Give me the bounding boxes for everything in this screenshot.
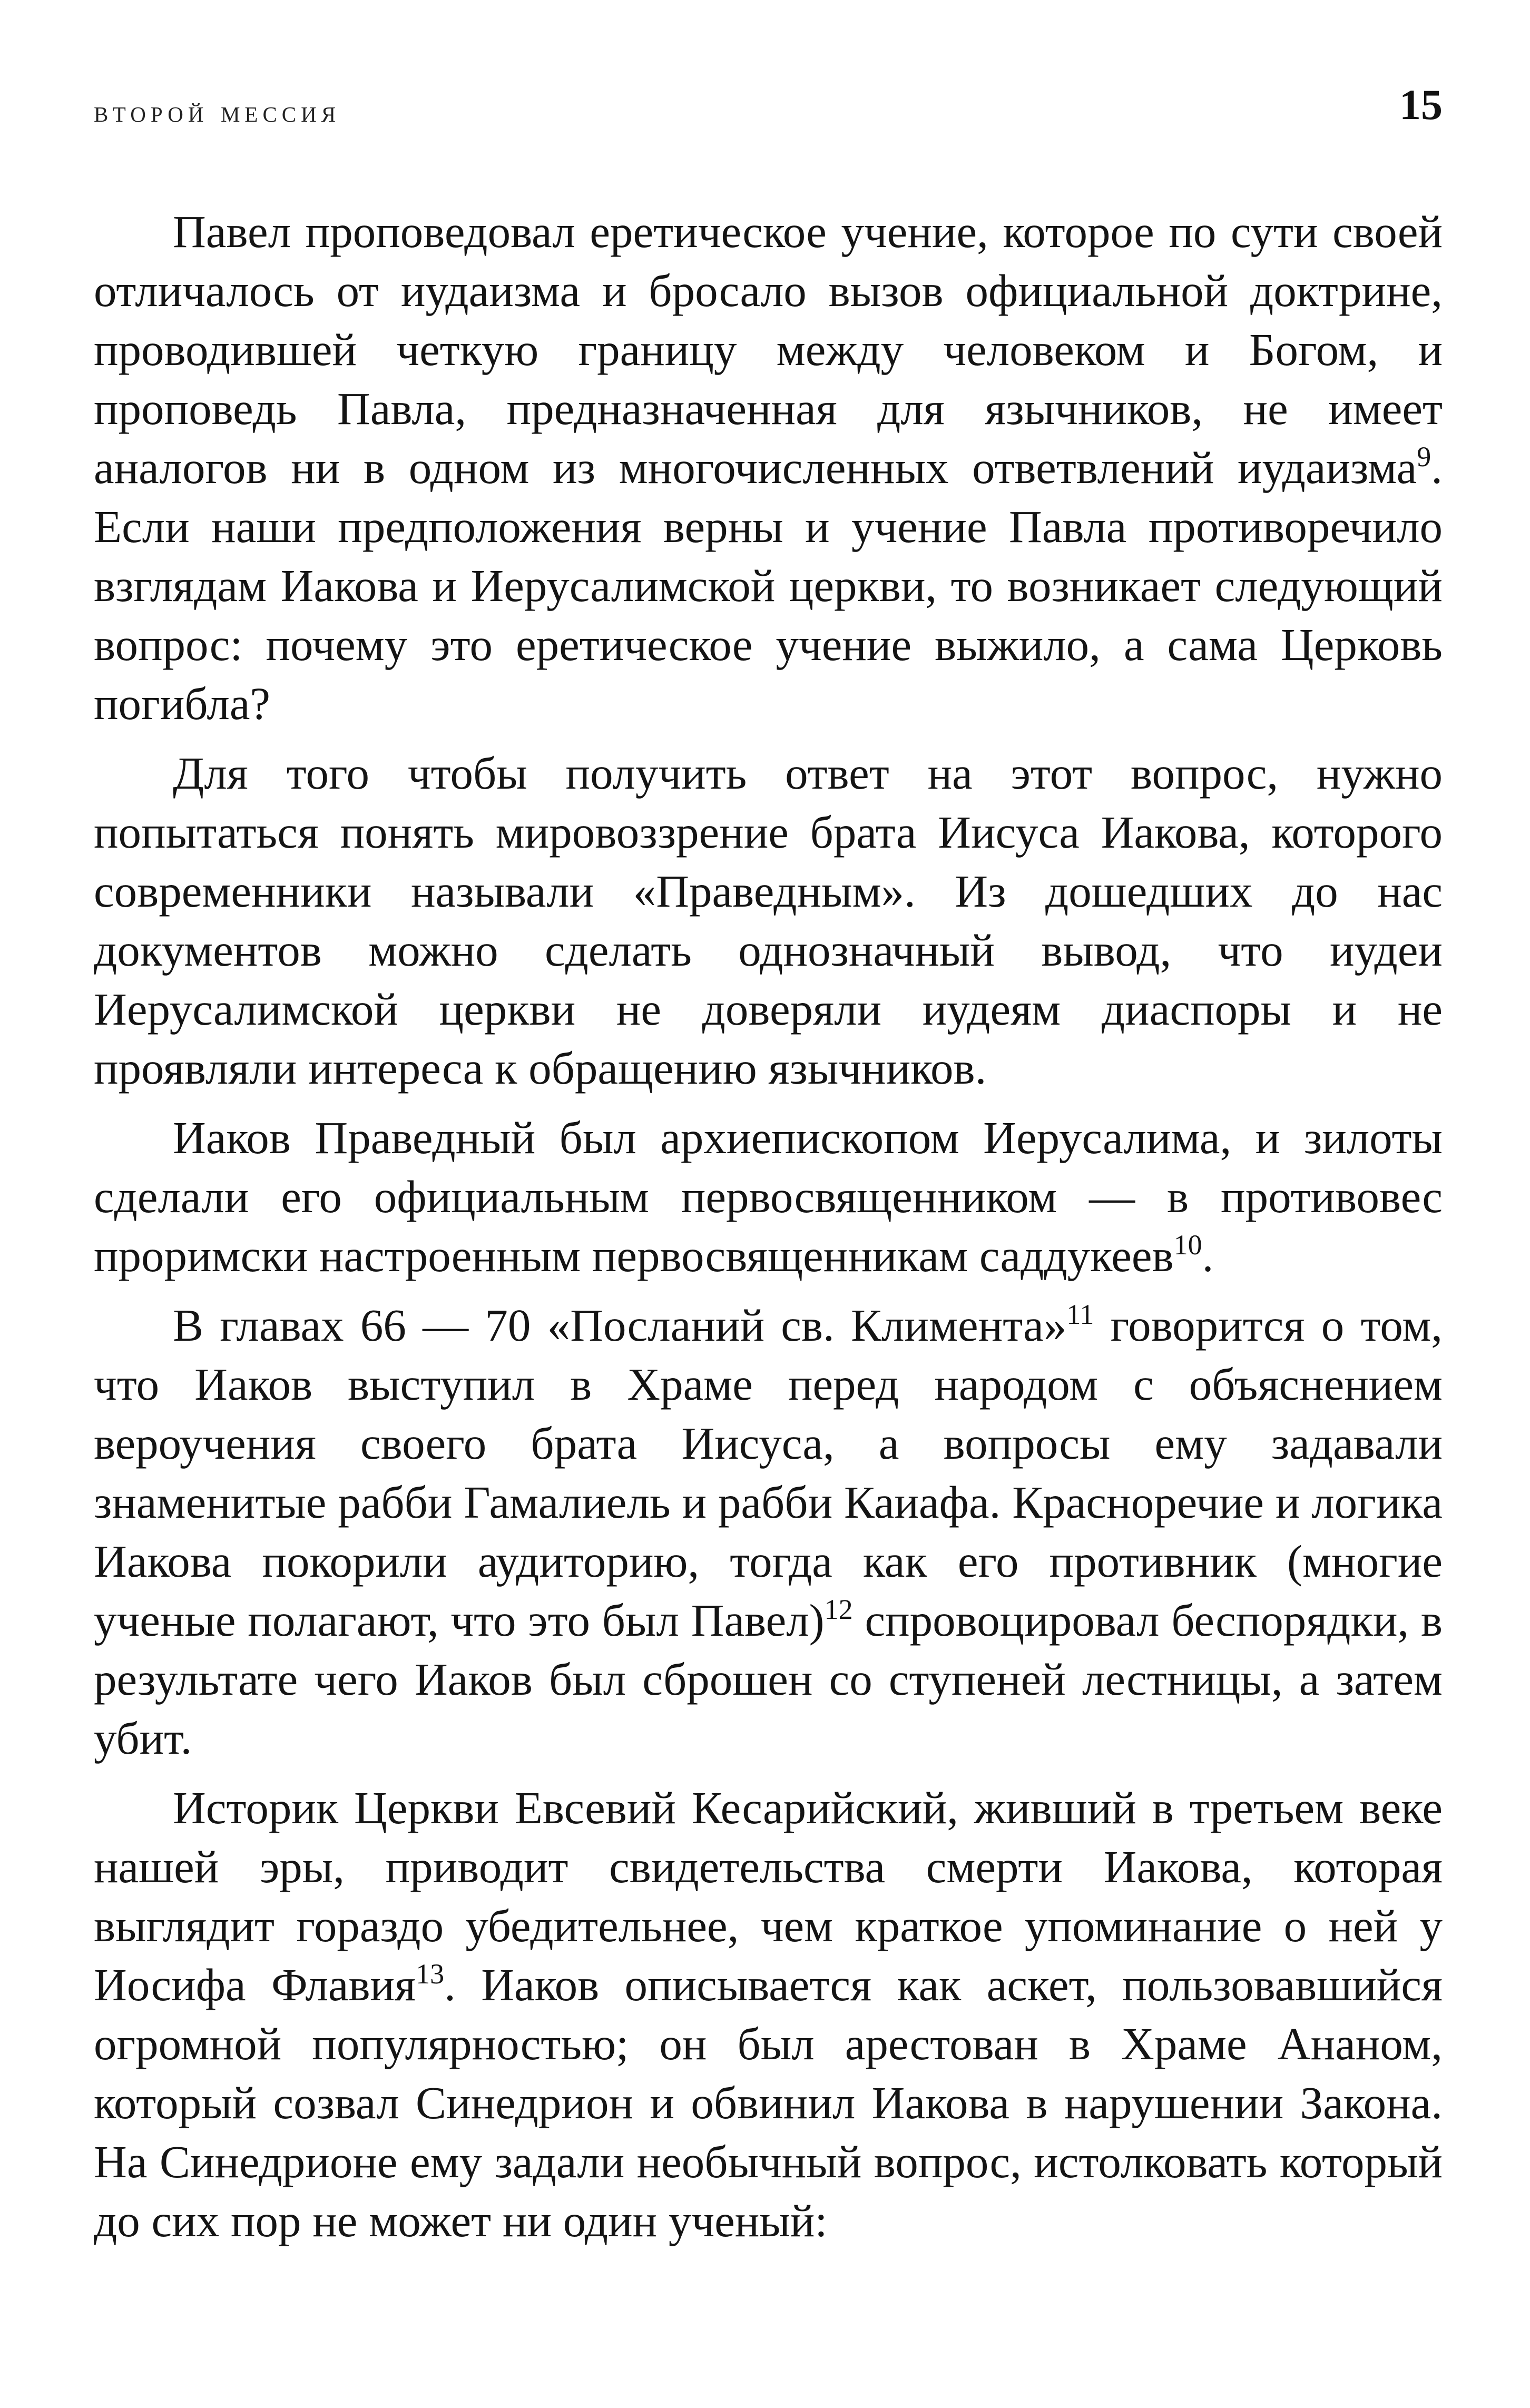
footnote-ref: 9	[1417, 441, 1431, 473]
paragraph	[94, 202, 1443, 733]
footnote-ref: 11	[1066, 1299, 1094, 1330]
text-run: спровоцировал беспорядки, в результате чего Иаков был сброшен со ступеней лестницы, а затем убит.	[94, 1595, 1443, 1764]
text-run: В главах 66 — 70 «Посланий св. Климента»	[173, 1300, 1067, 1351]
text-run: говорится о том, что Иаков выступил в Храме перед народом с объяснением вероучения своего брата Иисуса, а вопросы ему задавали знаменитые рабби Гамалиель и рабби Каиафа. Красноречие и логика Иакова покорили аудиторию, тогда как его противник (многие ученые полагают, что это был Павел)	[94, 1300, 1443, 1646]
text-run: . Если наши предположения верны и учение Павла противоречило взглядам Иакова и Иерусалимской церкви, то возникает следующий вопрос: почему это еретическое учение выжило, а сама Церковь погибла?	[94, 442, 1443, 729]
paragraph	[94, 1108, 1443, 1285]
footnote-ref: 10	[1173, 1229, 1202, 1261]
running-header	[94, 78, 1443, 136]
footnote-ref: 13	[416, 1958, 445, 1990]
text-run: .	[1202, 1230, 1214, 1281]
body-text	[94, 202, 1443, 2261]
text-run: Павел проповедовал еретическое учение, которое по сути своей отличалось от иудаизма и бросало вызов официальной доктрине, проводившей четкую границу между человеком и Богом, и проповедь Павла, предназначенная для язычников, не имеет аналогов ни в одном из многочисленных ответвлений иудаизма	[94, 206, 1443, 493]
running-title: второй мессия	[94, 94, 341, 129]
footnote-ref: 12	[824, 1594, 853, 1625]
text-run: Иаков Праведный был архиепископом Иерусалима, и зилоты сделали его официальным первосвященником — в противовес проримски настроенным первосвященникам саддукеев	[94, 1112, 1443, 1281]
paragraph	[94, 1296, 1443, 1768]
text-run: Для того чтобы получить ответ на этот вопрос, нужно попытаться понять мировоззрение брата Иисуса Иакова, которого современники называли «Праведным». Из дошедших до нас документов можно сделать однозначный вывод, что иудеи Иерусалимской церкви не доверяли иудеям диаспоры и не проявляли интереса к обращению язычников.	[94, 748, 1443, 1094]
page-number: 15	[1399, 81, 1443, 129]
text-run: Историк Церкви Евсевий Кесарийский, живший в третьем веке нашей эры, приводит свидетельства смерти Иакова, которая выглядит гораздо убедительнее, чем краткое упоминание о ней у Иосифа Флавия	[94, 1782, 1443, 2010]
text-run: . Иаков описывается как аскет, пользовавшийся огромной популярностью; он был арестован в Храме Ананом, который созвал Синедрион и обвинил Иакова в нарушении Закона. На Синедрионе ему задали необычный вопрос, истолковать который до сих пор не может ни один ученый:	[94, 1959, 1443, 2246]
paragraph	[94, 744, 1443, 1098]
paragraph	[94, 1778, 1443, 2250]
